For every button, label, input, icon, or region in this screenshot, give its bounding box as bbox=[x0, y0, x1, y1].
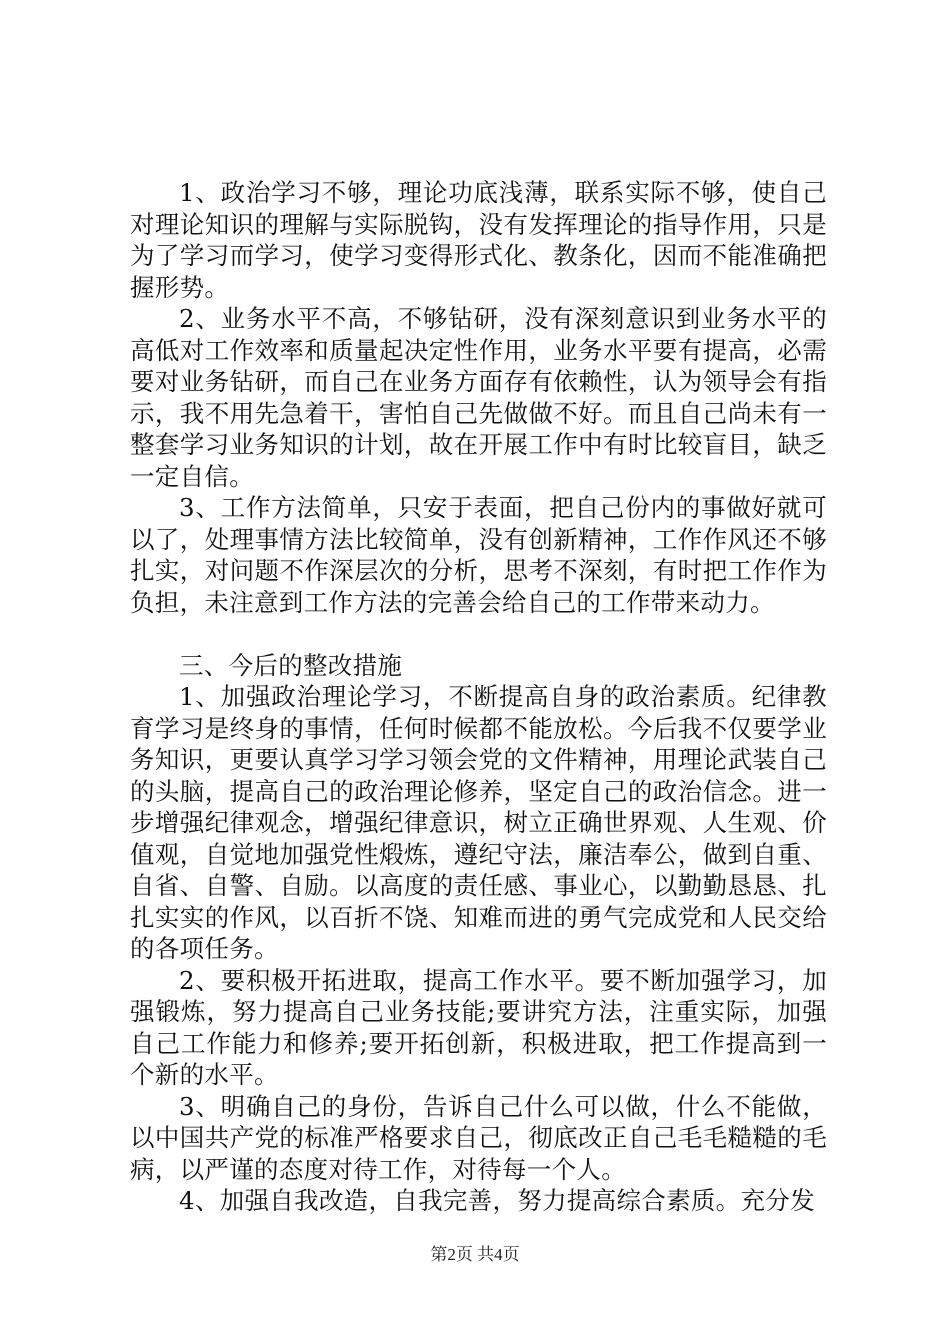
paragraph-problem-1: 1、政治学习不够，理论功底浅薄，联系实际不够，使自己对理论知识的理解与实际脱钩，没有发挥理论的指导作用，只是为了学习而学习，使学习变得形式化、教条化，因而不能准确把握形势。 bbox=[130, 178, 827, 302]
section-spacer bbox=[130, 618, 827, 650]
paragraph-measure-2: 2、要积极开拓进取，提高工作水平。要不断加强学习，加强锻炼，努力提高自己业务技能;要讲究方法，注重实际，加强自己工作能力和修养;要开拓创新，积极进取，把工作提高到一个新的水平。 bbox=[130, 965, 827, 1089]
paragraph-measure-3: 3、明确自己的身份，告诉自己什么可以做，什么不能做，以中国共产党的标准严格要求自己，彻底改正自己毛毛糙糙的毛病，以严谨的态度对待工作，对待每一个人。 bbox=[130, 1091, 827, 1184]
paragraph-measure-4: 4、加强自我改造，自我完善，努力提高综合素质。充分发 bbox=[179, 1186, 815, 1215]
page-number: 第2页 共4页 bbox=[430, 1245, 520, 1264]
paragraph-problem-2: 2、业务水平不高，不够钻研，没有深刻意识到业务水平的高低对工作效率和质量起决定性作用，业务水平要有提高，必需要对业务钻研，而自己在业务方面存有依赖性，认为领导会有指示，我不用先急着干，害怕自己先做做不好。而且自己尚未有一整套学习业务知识的计划，故在开展工作中有时比较盲目，缺乏一定自信。 bbox=[130, 304, 827, 491]
section-heading: 三、今后的整改措施 bbox=[179, 650, 403, 680]
paragraph-problem-3: 3、工作方法简单，只安于表面，把自己份内的事做好就可以了，处理事情方法比较简单，没有创新精神，工作作风还不够扎实，对问题不作深层次的分析，思考不深刻，有时把工作作为负担，未注意到工作方法的完善会给自己的工作带来动力。 bbox=[130, 493, 827, 617]
paragraph-measure-1: 1、加强政治理论学习，不断提高自身的政治素质。纪律教育学习是终身的事情，任何时候都不能放松。今后我不仅要学业务知识，更要认真学习学习领会党的文件精神，用理论武装自己的头脑，提高自己的政治理论修养，坚定自己的政治信念。进一步增强纪律观念，增强纪律意识，树立正确世界观、人生观、价值观，自觉地加强党性煅炼，遵纪守法，廉洁奉公，做到自重、自省、自警、自励。以高度的责任感、事业心，以勤勤恳恳、扎扎实实的作风，以百折不饶、知难而进的勇气完成党和人民交给的各项任务。 bbox=[130, 682, 827, 963]
document-body bbox=[130, 177, 827, 1217]
